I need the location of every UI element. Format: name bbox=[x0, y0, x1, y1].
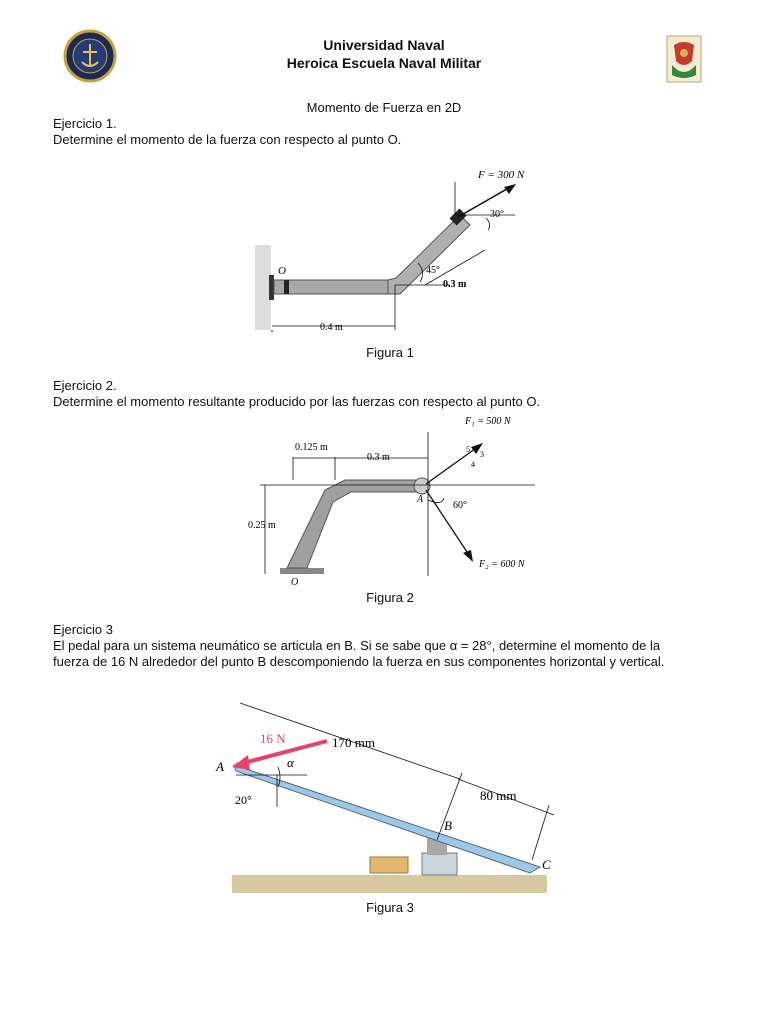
figure-1-caption: Figura 1 bbox=[366, 345, 414, 360]
exercise-2-text: Determine el momento resultante producido por las fuerzas con respecto al punto O. bbox=[53, 394, 541, 409]
document-title: Momento de Fuerza en 2D bbox=[306, 100, 462, 115]
figure-3-caption: Figura 3 bbox=[366, 900, 414, 915]
fig1-angle-top: 30° bbox=[490, 209, 504, 220]
fig2-angle: 60° bbox=[453, 500, 467, 511]
exercise-3-heading: Ejercicio 3 bbox=[53, 622, 113, 637]
exercise-1-heading: Ejercicio 1. bbox=[53, 116, 117, 131]
figure-2 bbox=[245, 410, 545, 590]
fig2-slope-4: 4 bbox=[471, 460, 475, 469]
fig3-point-c: C bbox=[542, 857, 551, 872]
fig1-length-arm: 0.3 m bbox=[443, 279, 467, 290]
fig3-angle-alpha: α bbox=[287, 755, 294, 770]
fig1-angle-joint: 45° bbox=[426, 265, 440, 276]
fig2-dim-b: 0.3 m bbox=[367, 452, 390, 463]
fig1-point-o: O bbox=[278, 265, 286, 277]
fig3-dim-2: 80 mm bbox=[480, 788, 517, 803]
figure-2-caption: Figura 2 bbox=[366, 590, 414, 605]
fig1-force-label: F = 300 N bbox=[478, 169, 525, 181]
school-name: Heroica Escuela Naval Militar bbox=[286, 55, 482, 71]
fig2-dim-h: 0.25 m bbox=[248, 520, 276, 531]
exercise-3-text-line1: El pedal para un sistema neumático se articula en B. Si se sabe que α = 28°, determine el momento de la bbox=[53, 638, 661, 653]
fig2-slope-3: 3 bbox=[480, 450, 484, 459]
fig3-point-b: B bbox=[444, 818, 452, 833]
university-name: Universidad Naval bbox=[323, 37, 445, 53]
fig1-length-base: 0.4 m bbox=[320, 322, 343, 333]
fig2-slope-5: 5 bbox=[466, 445, 470, 454]
fig3-angle-base: 20° bbox=[235, 793, 252, 807]
exercise-1-text: Determine el momento de la fuerza con respecto al punto O. bbox=[53, 132, 402, 147]
exercise-3-text-line2: fuerza de 16 N alrededor del punto B descomponiendo la fuerza en sus componentes horizontal y vertical. bbox=[53, 654, 665, 669]
fig2-point-o: O bbox=[291, 577, 299, 588]
fig3-point-a: A bbox=[216, 759, 224, 774]
figure-3 bbox=[216, 695, 552, 895]
fig2-f2-label: F₂ = 600 N bbox=[479, 559, 525, 570]
fig2-point-a: A bbox=[417, 494, 424, 505]
fig3-dim-1: 170 mm bbox=[332, 735, 375, 750]
fig2-dim-a: 0.125 m bbox=[295, 442, 328, 453]
fig2-f1-label: F₁ = 500 N bbox=[465, 416, 511, 427]
fig3-force-label: 16 N bbox=[260, 731, 286, 746]
exercise-2-heading: Ejercicio 2. bbox=[53, 378, 117, 393]
figure-1 bbox=[250, 160, 540, 340]
